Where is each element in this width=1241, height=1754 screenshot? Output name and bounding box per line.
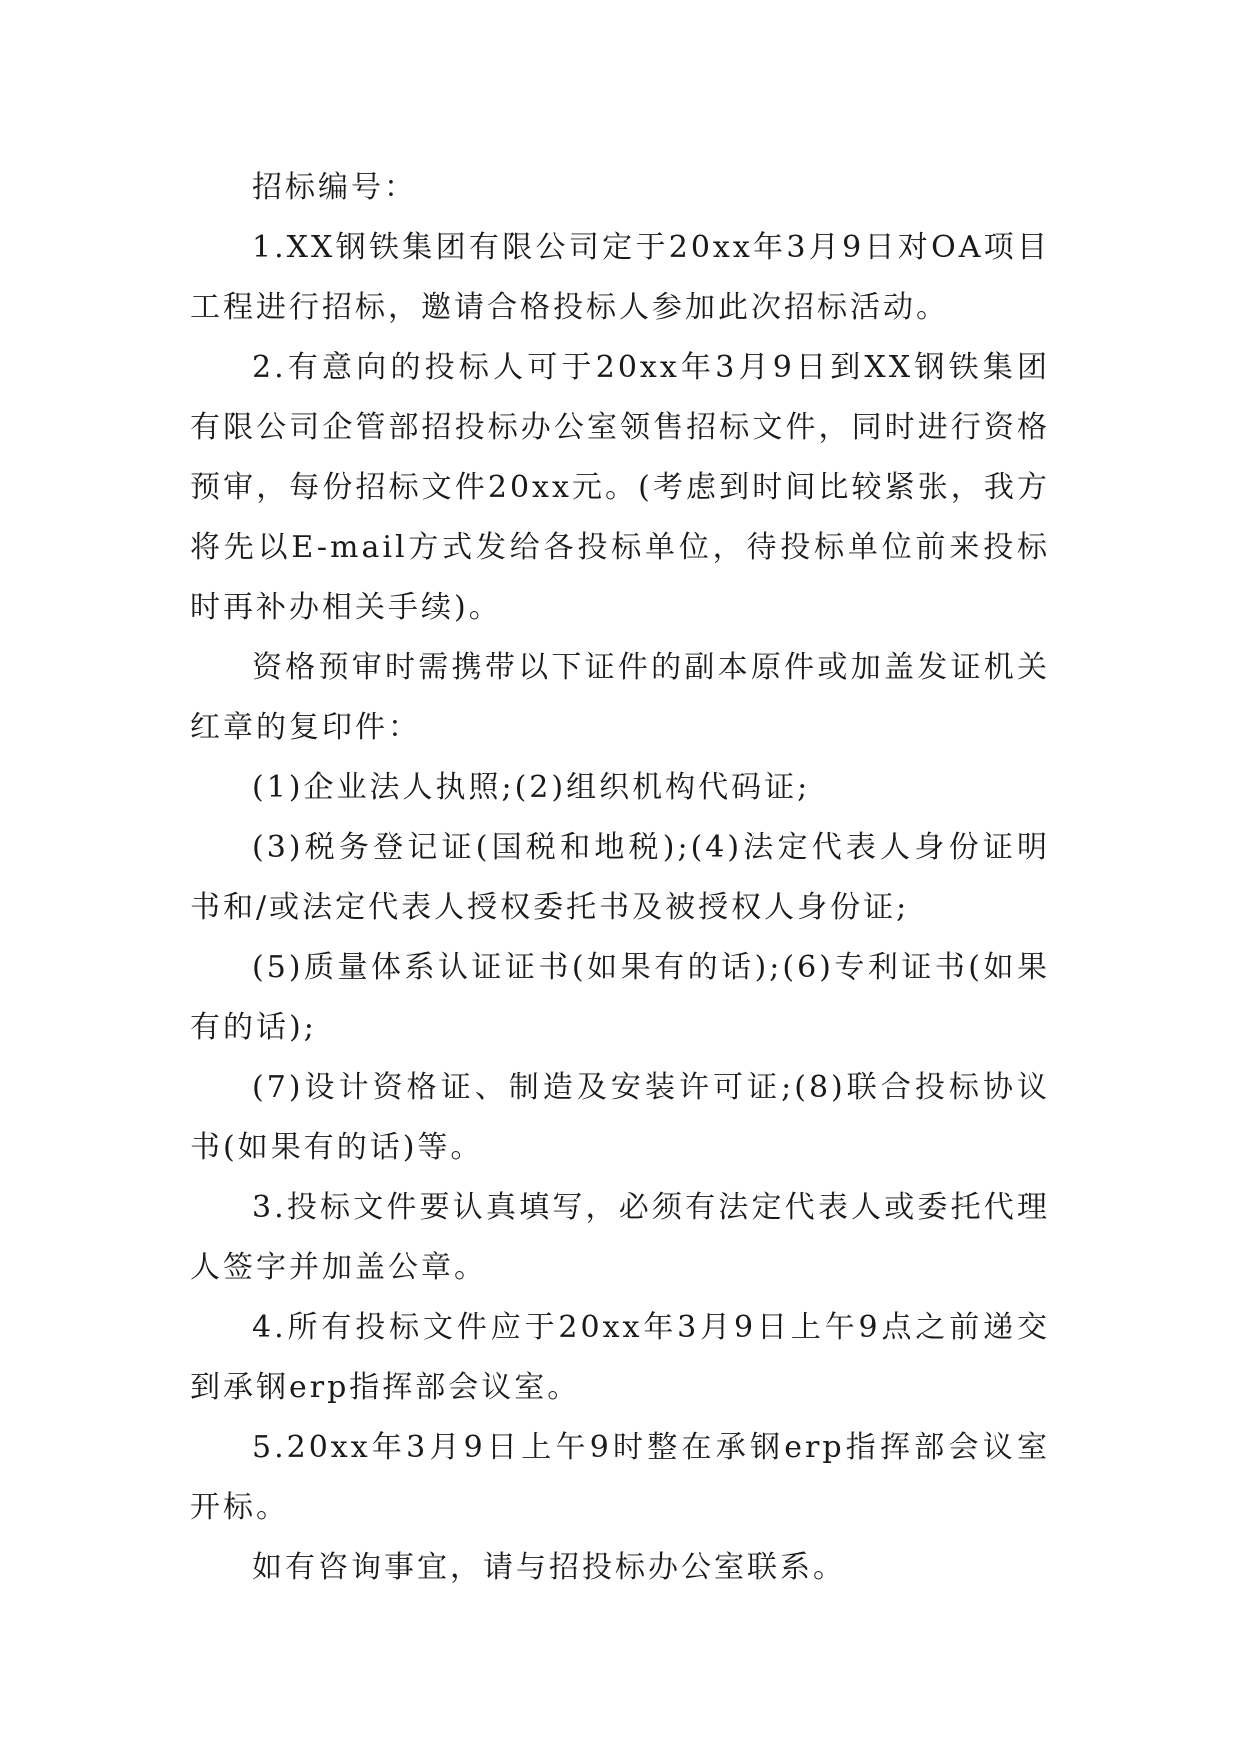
paragraph-item-1: 1.XX钢铁集团有限公司定于20xx年3月9日对OA项目工程进行招标，邀请合格投标人参加此次招标活动。 [190, 230, 1050, 325]
paragraph-item-2: 2.有意向的投标人可于20xx年3月9日到XX钢铁集团有限公司企管部招投标办公室领售招标文件，同时进行资格预审，每份招标文件20xx元。(考虑到时间比较紧张，我方将先以E-mail方式发给各投标单位，待投标单位前来投标时再补办相关手续)。 [190, 350, 1050, 625]
bid-number-label: 招标编号： [252, 170, 417, 205]
paragraph-documents-1-2: (1)企业法人执照;(2)组织机构代码证; [252, 770, 811, 805]
paragraph-item-5: 5.20xx年3月9日上午9时整在承钢erp指挥部会议室开标。 [190, 1430, 1050, 1525]
paragraph-documents-5-6: (5)质量体系认证证书(如果有的话);(6)专利证书(如果有的话); [190, 950, 1050, 1045]
paragraph-contact: 如有咨询事宜，请与招投标办公室联系。 [252, 1550, 846, 1585]
paragraph-item-3: 3.投标文件要认真填写，必须有法定代表人或委托代理人签字并加盖公章。 [190, 1190, 1050, 1285]
paragraph-documents-3-4: (3)税务登记证(国税和地税);(4)法定代表人身份证明书和/或法定代表人授权委托书及被授权人身份证; [190, 830, 1050, 925]
paragraph-item-4: 4.所有投标文件应于20xx年3月9日上午9点之前递交到承钢erp指挥部会议室。 [190, 1310, 1050, 1405]
document-body [190, 158, 1050, 1598]
paragraph-documents-7-8: (7)设计资格证、制造及安装许可证;(8)联合投标协议书(如果有的话)等。 [190, 1070, 1050, 1165]
paragraph-qualification-intro: 资格预审时需携带以下证件的副本原件或加盖发证机关红章的复印件： [190, 650, 1050, 745]
